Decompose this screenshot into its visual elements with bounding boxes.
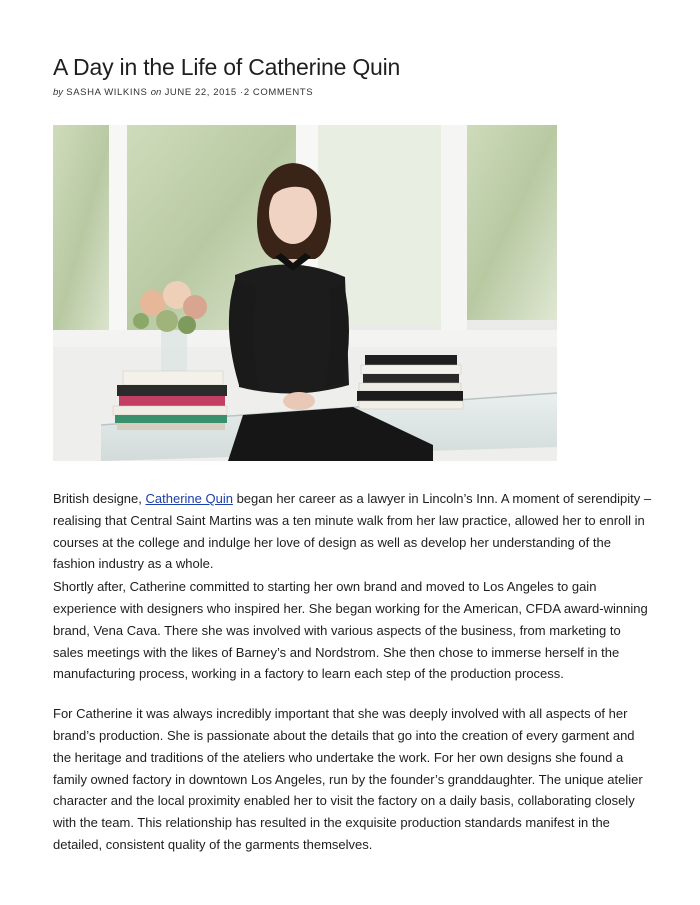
photo-leaves — [178, 316, 196, 334]
photo-flower — [183, 295, 207, 319]
photo-window-frame — [441, 125, 467, 340]
photo-window-frame — [109, 125, 127, 340]
photo-book — [123, 371, 223, 385]
photo-book — [363, 374, 459, 383]
photo-window-far-right — [463, 125, 557, 320]
hero-photo — [53, 125, 557, 461]
photo-book — [365, 355, 457, 365]
byline-separator: · — [240, 87, 244, 98]
article-body — [53, 488, 653, 857]
photo-window-left — [53, 125, 113, 340]
comments-link[interactable]: 2 COMMENTS — [243, 87, 314, 98]
date-link[interactable]: JUNE 22, 2015 — [164, 87, 237, 98]
photo-book — [113, 406, 227, 415]
paragraph-1-start: British designe, — [53, 491, 146, 506]
paragraph-1-rest: began her career as a lawyer in Lincoln’s Inn. A moment of serendipity – realising that Central Saint Martins was a ten minute walk from her law practice, allowed her to enroll in courses at the college and indulge her love of design as well as develop her understanding of the fashion industry as a whole. — [53, 491, 652, 572]
byline-by: by — [53, 87, 64, 98]
photo-book — [359, 383, 461, 391]
article-title: A Day in the Life of Catherine Quin — [53, 54, 401, 80]
photo-book — [119, 396, 225, 406]
author-link[interactable]: SASHA WILKINS — [66, 87, 148, 98]
photo-book — [117, 385, 227, 396]
hero-photo-illustration — [53, 125, 557, 461]
photo-book — [359, 401, 463, 409]
photo-book — [115, 415, 227, 423]
paragraph-3: For Catherine it was always incredibly important that she was deeply involved with all aspects of her brand’s production. She is passionate about the details that go into the creation of every garment and the heritage and traditions of the ateliers who undertake the work. For her own designs she found a family owned factory in downtown Los Angeles, run by the founder’s granddaughter. The unique atelier character and the local proximity enabled her to visit the factory on a daily basis, collaborating closely with the team. This relationship has resulted in the exquisite production standards manifest in the detailed, consistent quality of the garments themselves. — [53, 706, 643, 852]
photo-leaves — [133, 313, 149, 329]
photo-book — [117, 423, 225, 430]
photo-book — [361, 365, 461, 374]
paragraph-1 — [53, 488, 653, 575]
paragraph-2: Shortly after, Catherine committed to starting her own brand and moved to Los Angeles to gain experience with designers who inspired her. She began working for the American, CFDA award-winning brand, Vena Cava. There she was involved with various aspects of the business, from marketing to sales meetings with the likes of Barney’s and Nordstrom. She then chose to immerse herself in the manufacturing process, working in a factory to learn each step of the production process. — [53, 579, 648, 682]
byline — [53, 86, 653, 100]
photo-leaves — [156, 310, 178, 332]
photo-woman-hands — [283, 392, 315, 410]
photo-vase — [161, 330, 187, 372]
catherine-quin-link[interactable]: Catherine Quin — [145, 491, 233, 506]
article-header — [53, 50, 653, 100]
byline-on: on — [150, 87, 162, 98]
photo-book — [357, 391, 463, 401]
